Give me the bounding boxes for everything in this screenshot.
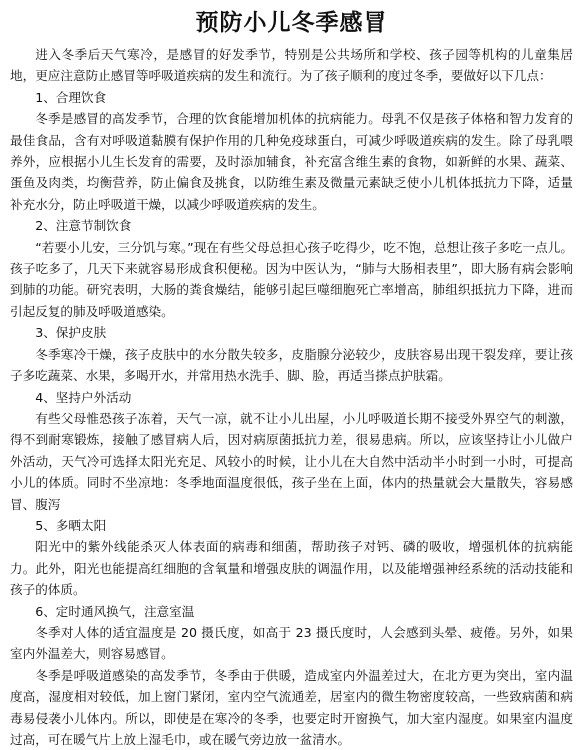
section-heading: 6、定时通风换气，注意室温	[35, 603, 195, 619]
section-heading: 3、保护皮肤	[35, 325, 107, 341]
section-1	[10, 87, 573, 215]
section-5	[10, 515, 573, 601]
section-3	[10, 322, 573, 386]
section-4	[10, 387, 573, 515]
section-2	[10, 215, 573, 322]
section-body: “若要小儿安，三分饥与寒。”现在有些父母总担心孩子吃得少，吃不饱，总想让孩子多吃一点儿。孩子吃多了，几天下来就容易形成食积便秘。因为中医认为，“肺与大肠相表里”，即大肠有病会影响到肺的功能。研究表明，大肠的粪食燥结，能够引起巨噬细胞死亡率增高，肺组织抵抗力下降，进而引起反复的肺及呼吸道感染。	[10, 239, 573, 319]
section-body-continued: 冬季是呼吸道感染的高发季节，冬季由于供暖，造成室内外温差过大，在北方更为突出，室内温度高，湿度相对较低，加上窗门紧闭，室内空气流通差，居室内的微生物密度较高，一些致病菌和病毒易侵袭小儿体内。所以，即使是在寒冷的冬季，也要定时开窗换气，加大室内湿度。如果室内温度过高，可在暖气片上放上湿毛巾，或在暖气旁边放一盆清水。	[10, 667, 573, 747]
section-heading: 2、注意节制饮食	[35, 218, 132, 234]
section-heading: 5、多晒太阳	[35, 517, 107, 533]
section-body: 有些父母惟恐孩子冻着，天气一凉，就不让小儿出屋，小儿呼吸道长期不接受外界空气的刺激，得不到耐寒锻炼，接触了感冒病人后，因对病原菌抵抗力差，很易患病。所以，应该坚持让小儿做户外活动，天气冷可选择太阳光充足、风较小的时候，让小儿在大自然中活动半小时到一小时，可提高小儿的体质。同时不坐凉地：冬季地面温度很低，孩子坐在上面，体内的热量就会大量散失，容易感冒、腹泻	[10, 410, 573, 512]
intro-paragraph: 进入冬季后天气寒冷，是感冒的好发季节，特别是公共场所和学校、孩子园等机构的儿童集居地，更应注意防止感冒等呼吸道疾病的发生和流行。为了孩子顺利的度过冬季，要做好以下几点：	[10, 47, 573, 84]
section-body: 阳光中的紫外线能杀灭人体表面的病毒和细菌，帮助孩子对钙、磷的吸收，增强机体的抗病能力。此外，阳光也能提高红细胞的含氧量和增强皮肤的调温作用，以及能增强神经系统的活动技能和孩子的体质。	[10, 539, 573, 598]
section-body: 冬季是感冒的高发季节，合理的饮食能增加机体的抗病能力。母乳不仅是孩子体格和智力发育的最佳食品，含有对呼吸道黏膜有保护作用的几种免疫球蛋白，可减少呼吸道疾病的发生。除了母乳喂养外，应根据小儿生长发育的需要，及时添加辅食，补充富含维生素的食物，如新鲜的水果、蔬菜、蛋鱼及肉类，均衡营养，防止偏食及挑食，以防维生素及微量元素缺乏使小儿机体抵抗力下降，适量补充水分，防止呼吸道干燥，以减少呼吸道疾病的发生。	[10, 111, 573, 212]
section-6	[10, 601, 573, 750]
section-body: 冬季对人体的适宜温度是 20 摄氏度，如高于 23 摄氏度时，人会感到头晕、疲倦。另外，如果室内外温差大，则容易感冒。	[10, 624, 573, 662]
section-body: 冬季寒冷干燥，孩子皮肤中的水分散失较多，皮脂腺分泌较少，皮肤容易出现干裂发痒，要让孩子多吃蔬菜、水果，多喝开水，并常用热水洗手、脚、脸，再适当搽点护肤霜。	[10, 346, 573, 384]
section-heading: 1、合理饮食	[35, 89, 107, 105]
section-heading: 4、坚持户外活动	[35, 389, 132, 405]
document-title: 预防小儿冬季感冒	[195, 9, 388, 36]
